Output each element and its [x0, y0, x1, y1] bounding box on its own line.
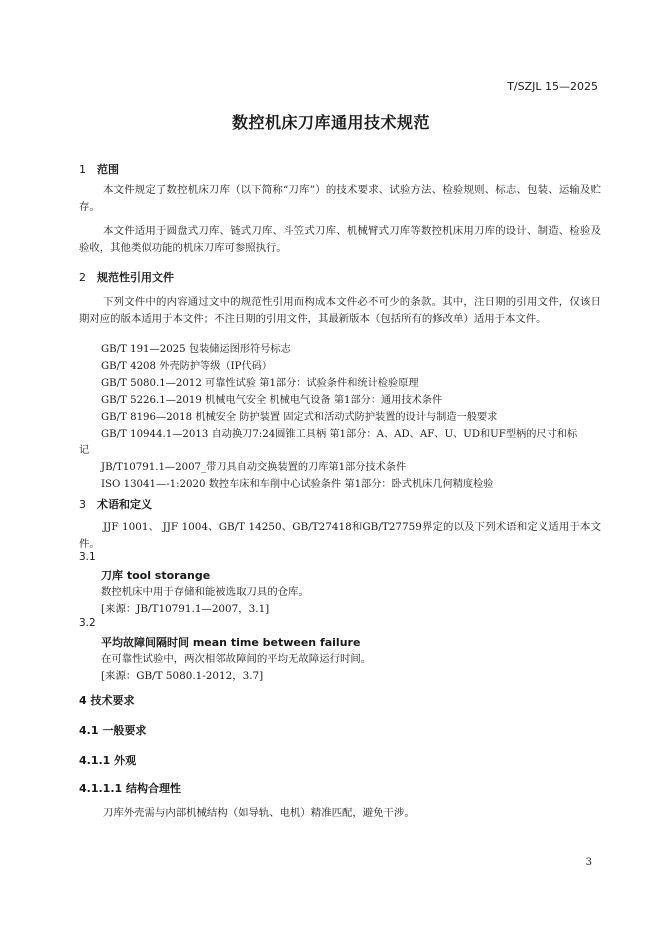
- subsection-4-1-1-1-heading: 4.1.1.1 结构合理性: [79, 782, 181, 795]
- term-source: [来源：JB/T10791.1—2007，3.1]: [101, 603, 270, 615]
- section-number: 1: [79, 163, 86, 176]
- section-3-paragraph: JJF 1001、 JJF 1004、GB/T 14250、GB/T27418和GB/T27759界定的以及下列术语和定义适用于本文件。: [79, 521, 601, 550]
- document-title: 数控机床刀库通用技术规范: [231, 113, 430, 132]
- standard-number: T/SZJL 15—2025: [507, 80, 598, 93]
- reference-item: GB/T 191—2025 包装储运图形符号标志: [101, 344, 291, 355]
- reference-item: GB/T 10944.1—2013 自动换刀7:24圆锥工具柄 第1部分：A、AD、AF、U、UD和UF型柄的尺寸和标: [101, 429, 578, 440]
- section-title: 规范性引用文件: [97, 271, 174, 284]
- term-number: 3.2: [79, 617, 96, 629]
- term-source: [来源：GB/T 5080.1-2012，3.7]: [101, 670, 264, 682]
- section-1-heading: [79, 161, 119, 177]
- term-title: 平均故障间隔时间 mean time between failure: [101, 636, 361, 649]
- section-number: 3: [79, 498, 86, 511]
- reference-item: GB/T 5226.1—2019 机械电气安全 机械电气设备 第1部分：通用技术条件: [101, 395, 443, 406]
- section-title: 范围: [97, 163, 119, 176]
- reference-item: GB/T 5080.1—2012 可靠性试验 第1部分：试验条件和统计检验原理: [101, 378, 419, 389]
- reference-item: GB/T 8196—2018 机械安全 防护装置 固定式和活动式防护装置的设计与制造一般要求: [101, 412, 498, 423]
- term-definition: 数控机床中用于存储和能被选取刀具的仓库。: [101, 586, 309, 598]
- section-2-heading: [79, 269, 174, 285]
- section-number: 2: [79, 271, 86, 284]
- reference-item-continuation: 记: [79, 445, 90, 456]
- section-1-paragraph-1: 本文件规定了数控机床刀库（以下简称“刀库”）的技术要求、试验方法、检验规则、标志、包装、运输及贮存。: [79, 184, 601, 213]
- section-4-heading: 4 技术要求: [79, 694, 135, 707]
- page-number: 3: [585, 857, 592, 868]
- term-number: 3.1: [79, 551, 96, 563]
- section-1-paragraph-2: 本文件适用于圆盘式刀库、链式刀库、斗笠式刀库、机械臂式刀库等数控机床用刀库的设计、制造、检验及验收，其他类似功能的机床刀库可参照执行。: [79, 225, 601, 254]
- section-2-paragraph: 下列文件中的内容通过文中的规范性引用而构成本文件必不可少的条款。其中，注日期的引用文件，仅该日期对应的版本适用于本文件；不注日期的引用文件，其最新版本（包括所有的修改单）适用于本文件。: [79, 296, 601, 325]
- reference-item: JB/T10791.1—2007_带刀具自动交换装置的刀库第1部分技术条件: [101, 462, 407, 473]
- reference-item: GB/T 4208 外壳防护等级（IP代码）: [101, 361, 273, 372]
- term-title: 刀库 tool storange: [101, 569, 211, 582]
- subsection-4-1-heading: 4.1 一般要求: [79, 724, 147, 737]
- section-title: 术语和定义: [97, 498, 152, 511]
- subsection-4-1-1-heading: 4.1.1 外观: [79, 754, 137, 767]
- term-definition: 在可靠性试验中，两次相邻故障间的平均无故障运行时间。: [101, 653, 372, 665]
- section-4-paragraph: 刀库外壳需与内部机械结构（如导轨、电机）精准匹配，避免干涉。: [103, 807, 415, 819]
- reference-item: ISO 13041—-1:2020 数控车床和车削中心试验条件 第1部分：卧式机床几何精度检验: [101, 479, 494, 490]
- section-3-heading: [79, 496, 152, 512]
